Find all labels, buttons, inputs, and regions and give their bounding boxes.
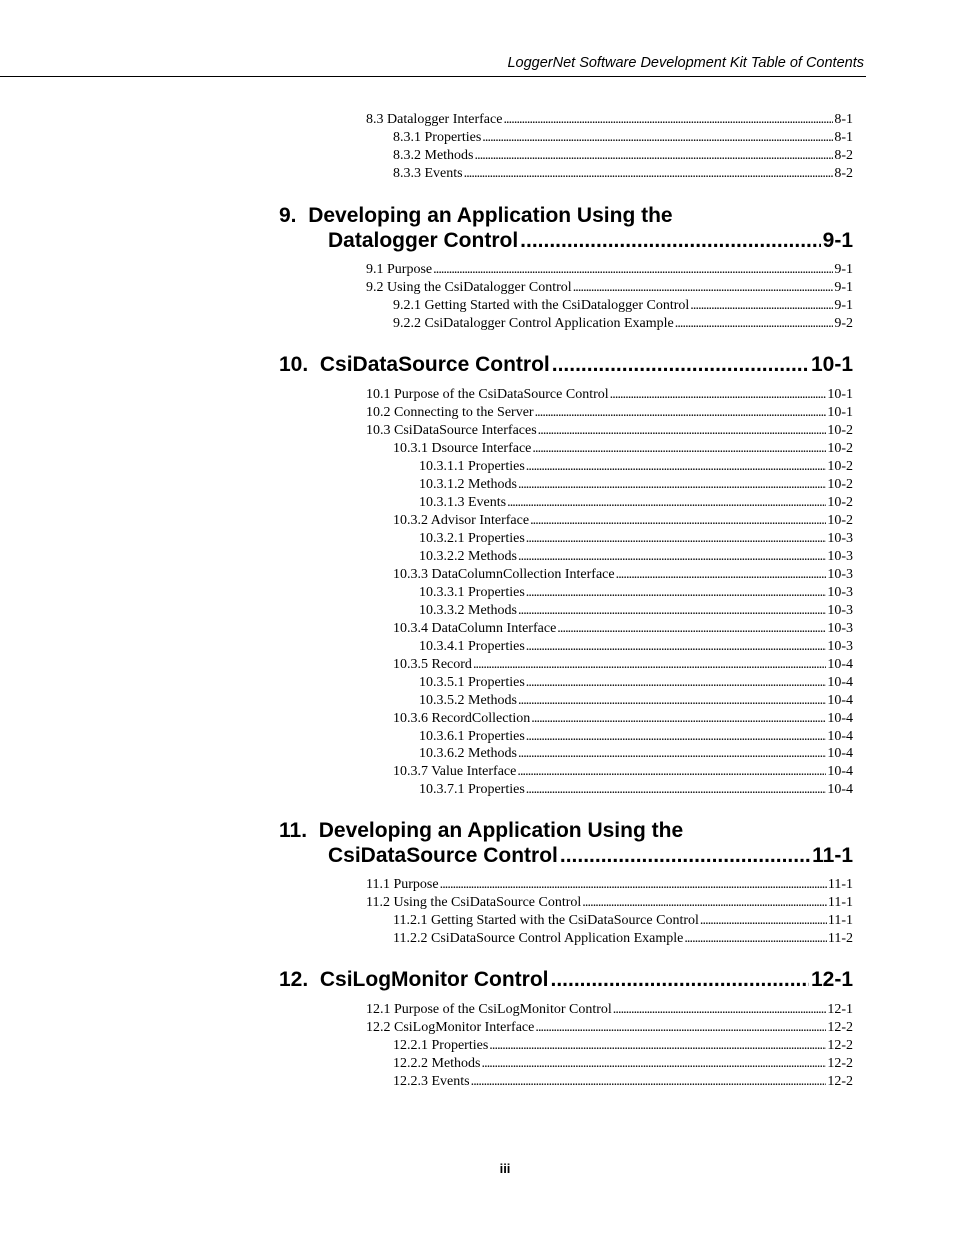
chapter-page: 9-1 (822, 229, 853, 252)
toc-entry[interactable]: 11.2.1 Getting Started with the CsiDataSource Control . . . 11-1 (393, 912, 853, 930)
page-number: iii (499, 1161, 511, 1176)
toc-entry[interactable]: 10.3.5 Record . . . 10-4 (393, 656, 853, 674)
toc-entry[interactable]: 10.3.5.1 Properties . . . 10-4 (419, 674, 853, 692)
chapter-title: CsiDataSource Control (319, 353, 550, 376)
chapter-title: Developing an Application Using the (318, 819, 684, 842)
chapter-9-heading[interactable] (279, 203, 853, 253)
toc-entry[interactable]: 12.2.2 Methods . . . 12-2 (393, 1055, 853, 1073)
chapter-number: 9. (279, 204, 297, 227)
toc-entry[interactable]: 10.3.2 Advisor Interface . . . 10-2 (393, 512, 853, 530)
chapter-12-heading[interactable] (279, 967, 853, 992)
toc-entry[interactable]: 10.3 CsiDataSource Interfaces . . . 10-2 (366, 422, 853, 440)
toc-entry[interactable]: 11.2 Using the CsiDataSource Control . . . 11-1 (366, 894, 853, 912)
toc-entry[interactable]: 9.2 Using the CsiDatalogger Control . . . 9-1 (366, 279, 853, 297)
chapter-number: 11. (279, 819, 308, 842)
toc-entry[interactable]: 10.3.1.2 Methods . . . 10-2 (419, 476, 853, 494)
toc-entry[interactable]: 10.3.4 DataColumn Interface . . . 10-3 (393, 620, 853, 638)
toc-entry[interactable]: 8.3.3 Events . . . 8-2 (393, 165, 853, 183)
chapter-title-cont: Datalogger Control (328, 229, 519, 252)
toc-entry[interactable]: 10.3.2.1 Properties . . . 10-3 (419, 530, 853, 548)
chapter-10-heading[interactable] (279, 352, 853, 377)
toc-entry[interactable]: 10.3.6.2 Methods . . . 10-4 (419, 745, 853, 763)
toc-entry[interactable]: 8.3.1 Properties . . . 8-1 (393, 129, 853, 147)
toc-entry[interactable]: 9.1 Purpose . . . 9-1 (366, 261, 853, 279)
running-header-title: LoggerNet Software Development Kit Table of Contents (507, 55, 864, 71)
toc-entry[interactable]: 10.3.1.1 Properties . . . 10-2 (419, 458, 853, 476)
chapter-number: 10. (279, 353, 309, 376)
toc-entry[interactable]: 10.3.3.2 Methods . . . 10-3 (419, 602, 853, 620)
toc-entry[interactable]: 11.1 Purpose . . . 11-1 (366, 876, 853, 894)
toc-entry[interactable]: 10.3.3.1 Properties . . . 10-3 (419, 584, 853, 602)
toc-entry[interactable]: 10.3.1 Dsource Interface . . . 10-2 (393, 440, 853, 458)
toc-entry[interactable]: 8.3 Datalogger Interface . . . 8-1 (366, 111, 853, 129)
toc-entry[interactable]: 10.2 Connecting to the Server . . . 10-1 (366, 404, 853, 422)
toc-entry[interactable]: 10.3.1.3 Events . . . 10-2 (419, 494, 853, 512)
toc-entry[interactable]: 12.2 CsiLogMonitor Interface . . . 12-2 (366, 1019, 853, 1037)
chapter-page: 10-1 (810, 353, 853, 376)
toc-entry[interactable]: 12.2.1 Properties . . . 12-2 (393, 1037, 853, 1055)
chapter-title-cont: CsiDataSource Control (328, 844, 558, 867)
toc-entry[interactable]: 10.3.3 DataColumnCollection Interface . . . 10-3 (393, 566, 853, 584)
chapter-title: CsiLogMonitor Control (319, 968, 549, 991)
toc-entry[interactable]: 12.1 Purpose of the CsiLogMonitor Control . . . 12-1 (366, 1001, 853, 1019)
toc-entry[interactable]: 9.2.1 Getting Started with the CsiDatalogger Control . . . 9-1 (393, 297, 853, 315)
toc-entry[interactable]: 10.3.5.2 Methods . . . 10-4 (419, 692, 853, 710)
toc-entry[interactable]: 11.2.2 CsiDataSource Control Application Example . . . 11-2 (393, 930, 853, 948)
chapter-title: Developing an Application Using the (308, 204, 673, 227)
toc-entry[interactable]: 10.3.2.2 Methods . . . 10-3 (419, 548, 853, 566)
chapter-page: 12-1 (810, 968, 853, 991)
chapter-11-heading[interactable] (279, 818, 853, 868)
toc-entry[interactable]: 10.3.6.1 Properties . . . 10-4 (419, 728, 853, 746)
toc-entry[interactable]: 10.3.6 RecordCollection . . . 10-4 (393, 710, 853, 728)
toc-entry[interactable]: 8.3.2 Methods . . . 8-2 (393, 147, 853, 165)
chapter-page: 11-1 (812, 844, 853, 867)
toc-entry[interactable]: 10.3.4.1 Properties . . . 10-3 (419, 638, 853, 656)
toc-entry[interactable]: 10.3.7.1 Properties . . . 10-4 (419, 781, 853, 799)
toc-entry[interactable]: 10.1 Purpose of the CsiDataSource Control . . . 10-1 (366, 386, 853, 404)
toc-entry[interactable]: 10.3.7 Value Interface . . . 10-4 (393, 763, 853, 781)
toc-entry[interactable]: 9.2.2 CsiDatalogger Control Application Example . . . 9-2 (393, 315, 853, 333)
toc-entry[interactable]: 12.2.3 Events . . . 12-2 (393, 1073, 853, 1091)
chapter-number: 12. (279, 968, 309, 991)
